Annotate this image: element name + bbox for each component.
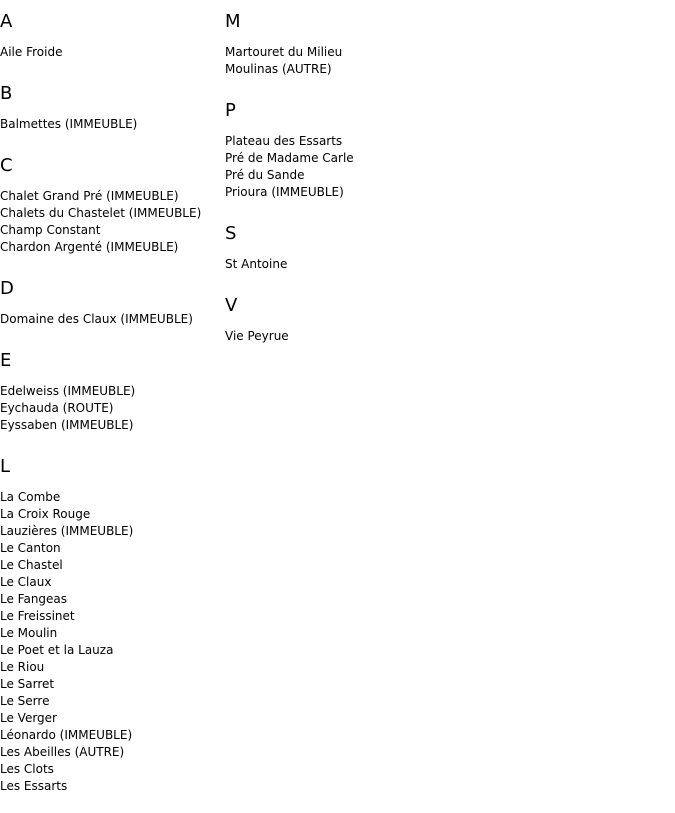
- letter-group-a: [0, 9, 225, 61]
- letter-heading-m: M: [225, 11, 241, 32]
- place-list: [0, 311, 225, 328]
- letter-heading-e: E: [0, 350, 12, 371]
- place-link-aile-froide[interactable]: Aile Froide: [0, 45, 63, 59]
- letter-group-l: [0, 454, 225, 795]
- letter-group-v: [225, 293, 450, 345]
- place-link-le-serre[interactable]: Le Serre: [0, 694, 50, 708]
- place-link-chardon-argente-immeuble[interactable]: Chardon Argenté (IMMEUBLE): [0, 240, 179, 254]
- place-link-le-riou[interactable]: Le Riou: [0, 660, 45, 674]
- letter-heading-d: D: [0, 278, 14, 299]
- place-link-le-sarret[interactable]: Le Sarret: [0, 677, 55, 691]
- place-link-le-moulin[interactable]: Le Moulin: [0, 626, 58, 640]
- place-link-plateau-des-essarts[interactable]: Plateau des Essarts: [225, 134, 343, 148]
- place-link-pre-du-sande[interactable]: Pré du Sande: [225, 168, 305, 182]
- place-link-moulinas-autre[interactable]: Moulinas (AUTRE): [225, 62, 332, 76]
- place-link-st-antoine[interactable]: St Antoine: [225, 257, 288, 271]
- index-column-right: [225, 9, 450, 365]
- letter-group-m: [225, 9, 450, 78]
- place-link-le-verger[interactable]: Le Verger: [0, 711, 57, 725]
- place-link-domaine-des-claux-immeuble[interactable]: Domaine des Claux (IMMEUBLE): [0, 312, 193, 326]
- place-link-le-claux[interactable]: Le Claux: [0, 575, 52, 589]
- place-link-edelweiss-immeuble[interactable]: Edelweiss (IMMEUBLE): [0, 384, 136, 398]
- letter-group-c: [0, 153, 225, 256]
- place-link-les-essarts[interactable]: Les Essarts: [0, 779, 68, 793]
- place-link-eychauda-route[interactable]: Eychauda (ROUTE): [0, 401, 114, 415]
- letter-group-s: [225, 221, 450, 273]
- place-list: [0, 383, 225, 434]
- place-link-chalets-du-chastelet-immeuble[interactable]: Chalets du Chastelet (IMMEUBLE): [0, 206, 202, 220]
- place-link-eyssaben-immeuble[interactable]: Eyssaben (IMMEUBLE): [0, 418, 134, 432]
- place-link-leonardo-immeuble[interactable]: Léonardo (IMMEUBLE): [0, 728, 133, 742]
- place-link-pre-de-madame-carle[interactable]: Pré de Madame Carle: [225, 151, 354, 165]
- place-list: [225, 256, 450, 273]
- place-link-chalet-grand-pre-immeuble[interactable]: Chalet Grand Pré (IMMEUBLE): [0, 189, 179, 203]
- letter-heading-a: A: [0, 11, 13, 32]
- place-list: [0, 44, 225, 61]
- place-link-la-croix-rouge[interactable]: La Croix Rouge: [0, 507, 91, 521]
- letter-heading-v: V: [225, 295, 238, 316]
- place-link-les-clots[interactable]: Les Clots: [0, 762, 54, 776]
- place-list: [0, 116, 225, 133]
- place-list: [225, 328, 450, 345]
- letter-heading-s: S: [225, 223, 237, 244]
- place-list: [0, 489, 225, 795]
- place-link-lauzieres-immeuble[interactable]: Lauzières (IMMEUBLE): [0, 524, 134, 538]
- place-link-le-canton[interactable]: Le Canton: [0, 541, 61, 555]
- place-link-le-poet-et-la-lauza[interactable]: Le Poet et la Lauza: [0, 643, 114, 657]
- place-link-champ-constant[interactable]: Champ Constant: [0, 223, 101, 237]
- place-link-le-fangeas[interactable]: Le Fangeas: [0, 592, 68, 606]
- place-link-martouret-du-milieu[interactable]: Martouret du Milieu: [225, 45, 343, 59]
- place-link-le-freissinet[interactable]: Le Freissinet: [0, 609, 75, 623]
- place-link-prioura-immeuble[interactable]: Prioura (IMMEUBLE): [225, 185, 344, 199]
- place-link-balmettes-immeuble[interactable]: Balmettes (IMMEUBLE): [0, 117, 138, 131]
- letter-heading-c: C: [0, 155, 13, 176]
- letter-group-p: [225, 98, 450, 201]
- place-link-les-abeilles-autre[interactable]: Les Abeilles (AUTRE): [0, 745, 125, 759]
- place-list: [225, 133, 450, 201]
- letter-group-d: [0, 276, 225, 328]
- place-link-la-combe[interactable]: La Combe: [0, 490, 61, 504]
- index-column-left: [0, 9, 225, 813]
- letter-group-e: [0, 348, 225, 434]
- letter-group-b: [0, 81, 225, 133]
- place-link-vie-peyrue[interactable]: Vie Peyrue: [225, 329, 289, 343]
- place-list: [0, 188, 225, 256]
- place-list: [225, 44, 450, 78]
- place-link-le-chastel[interactable]: Le Chastel: [0, 558, 63, 572]
- letter-heading-b: B: [0, 83, 13, 104]
- letter-heading-l: L: [0, 456, 11, 477]
- letter-heading-p: P: [225, 100, 236, 121]
